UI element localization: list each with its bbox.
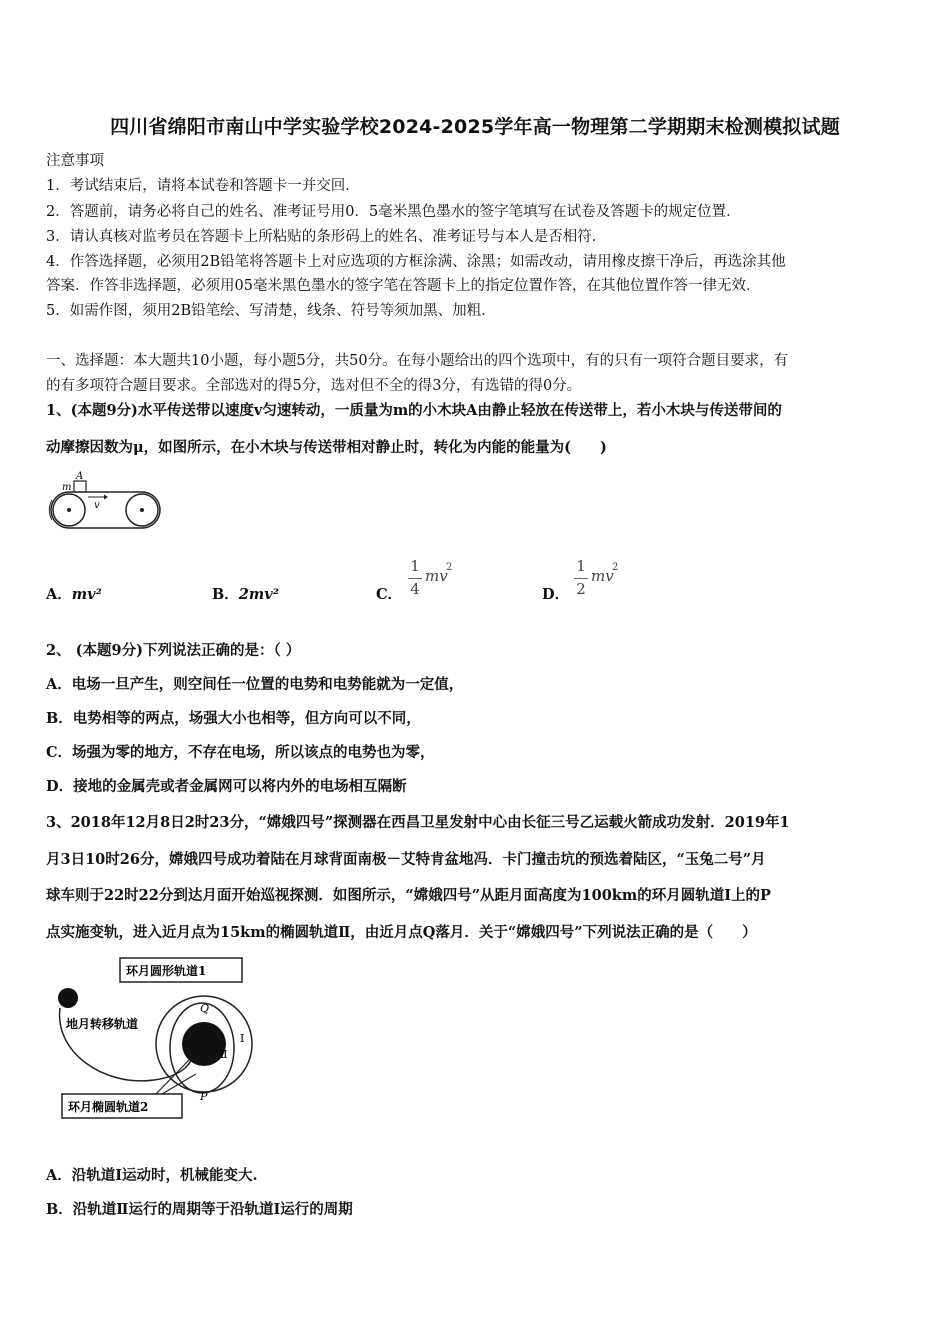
- left-pulley-hub: [67, 508, 71, 512]
- d-mv: mv: [591, 567, 614, 585]
- notice-item-4: 4．作答选择题，必须用2B铅笔将答题卡上对应选项的方框涂满、涂黑；如需改动，请用橡皮擦干净后，再选涂其他: [46, 254, 786, 270]
- q3-stem-line2: 月3日10时26分，嫦娥四号成功着陆在月球背面南极－艾特肯盆地冯．卡门撞击坑的预选着陆区，“玉兔二号”月: [46, 851, 766, 868]
- q1-stem-line2: 动摩擦因数为μ，如图所示，在小木块与传送带相对静止时，转化为内能的能量为( ): [46, 439, 607, 456]
- q1-choice-b-letter: B．: [212, 586, 239, 603]
- q1-choice-d-letter: D．: [542, 586, 570, 603]
- q1-choice-c[interactable]: [376, 583, 402, 604]
- section-instruction-2: 的有多项符合题目要求。全部选对的得5分，选对但不全的得3分，有选错的得0分。: [46, 378, 582, 394]
- orbit-2-label: Ⅱ: [220, 1048, 228, 1061]
- q2-option-a[interactable]: A．电场一旦产生，则空间任一位置的电势和电势能就为一定值，: [46, 676, 464, 693]
- d-denominator: 2: [576, 580, 586, 598]
- earth: [58, 988, 78, 1008]
- orbit-1-label: I: [240, 1032, 245, 1045]
- notice-item-5: 5．如需作图，须用2B铅笔绘、写清楚，线条、符号等须加黑、加粗．: [46, 303, 496, 319]
- q1-choice-a-letter: A．: [46, 586, 72, 603]
- transfer-orbit-label: 地月转移轨道: [66, 1017, 139, 1031]
- c-square: 2: [446, 562, 453, 573]
- c-mv: mv: [425, 567, 448, 585]
- q1-choice-d[interactable]: [542, 583, 569, 604]
- d-square: 2: [612, 562, 619, 573]
- q3-stem-line1: 3、2018年12月8日2时23分，“嫦娥四号”探测器在西昌卫星发射中心由长征三号乙运载火箭成功发射．2019年1: [46, 814, 790, 831]
- q1-choice-a[interactable]: [46, 583, 102, 604]
- right-pulley-hub: [140, 508, 144, 512]
- label-a: A: [76, 471, 84, 482]
- q1-choice-c-formula: [408, 557, 458, 603]
- q2-option-c[interactable]: C．场强为零的地方，不存在电场，所以该点的电势也为零，: [46, 744, 435, 761]
- q2-stem: 2、 (本题9分)下列说法正确的是：（ ）: [46, 642, 301, 659]
- conveyor-belt-figure: [44, 470, 168, 532]
- q1-stem-line1: 1、(本题9分)水平传送带以速度v匀速转动，一质量为m的小木块A由静止轻放在传送带上，若小木块与传送带间的: [46, 402, 782, 419]
- c-denominator: 4: [410, 580, 420, 598]
- q1-choice-c-letter: C．: [376, 586, 403, 603]
- c-numerator: 1: [410, 557, 420, 575]
- q3-stem-line3: 球车则于22时22分到达月面开始巡视探测．如图所示，“嫦娥四号”从距月面高度为100km的环月圆轨道Ⅰ上的P: [46, 887, 771, 904]
- notice-item-4-cont: 答案．作答非选择题，必须用05毫米黑色墨水的签字笔在答题卡上的指定位置作答，在其他位置作答一律无效．: [46, 278, 761, 294]
- q1-choice-b-text: 2mv²: [238, 586, 279, 603]
- notice-item-2: 2．答题前，请务必将自己的姓名、准考证号用0．5毫米黑色墨水的签字笔填写在试卷及答题卡的规定位置．: [46, 204, 741, 220]
- d-numerator: 1: [576, 557, 586, 575]
- page-title: 四川省绵阳市南山中学实验学校2024-2025学年高一物理第二学期期末检测模拟试题: [110, 116, 840, 138]
- section-instruction-1: 一、选择题：本大题共10小题，每小题5分，共50分。在每小题给出的四个选项中，有的只有一项符合题目要求，有: [46, 353, 789, 369]
- q1-choice-a-text: mv²: [71, 586, 102, 603]
- q1-choice-d-formula: [574, 557, 624, 603]
- q2-option-b[interactable]: B．电势相等的两点，场强大小也相等，但方向可以不同，: [46, 710, 421, 727]
- ellipse-orbit-label: 环月椭圆轨道2: [68, 1100, 149, 1114]
- wood-block: [74, 481, 86, 492]
- notice-heading: 注意事项: [46, 153, 104, 169]
- q1-choice-b[interactable]: [212, 583, 279, 604]
- label-v: v: [94, 500, 100, 511]
- notice-item-1: 1．考试结束后，请将本试卷和答题卡一并交回．: [46, 178, 360, 194]
- q3-stem-line4: 点实施变轨，进入近月点为15km的椭圆轨道Ⅱ，由近月点Q落月．关于“嫦娥四号”下列说法正确的是（ ）: [46, 924, 757, 941]
- lunar-orbit-figure: [44, 952, 274, 1132]
- velocity-arrowhead: [104, 495, 108, 500]
- circ-orbit-label: 环月圆形轨道1: [126, 964, 207, 978]
- c-fraction-bar: [408, 578, 422, 579]
- d-fraction-bar: [574, 578, 588, 579]
- label-m: m: [62, 482, 72, 493]
- point-q: Q: [200, 1002, 210, 1015]
- point-p: P: [200, 1090, 208, 1103]
- q3-option-b[interactable]: B．沿轨道Ⅱ运行的周期等于沿轨道Ⅰ运行的周期: [46, 1201, 353, 1218]
- notice-item-3: 3．请认真核对监考员在答题卡上所粘贴的条形码上的姓名、准考证号与本人是否相符．: [46, 229, 607, 245]
- q3-option-a[interactable]: A．沿轨道Ⅰ运动时，机械能变大.: [46, 1167, 258, 1184]
- q2-option-d[interactable]: D．接地的金属壳或者金属网可以将内外的电场相互隔断: [46, 778, 407, 795]
